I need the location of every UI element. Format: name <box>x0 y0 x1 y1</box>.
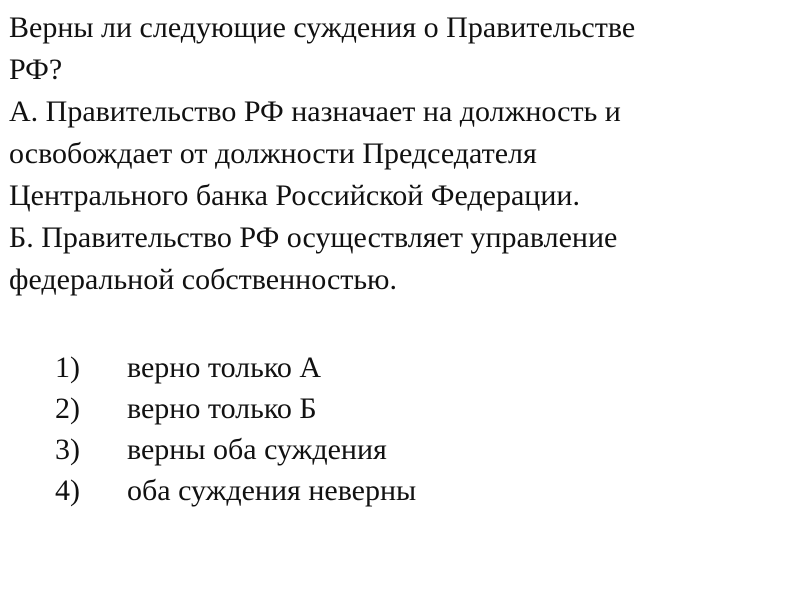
question-text <box>9 7 769 301</box>
option-number: 3) <box>55 433 80 466</box>
option-number: 2) <box>55 392 80 425</box>
option-text: верно только А <box>127 351 322 384</box>
option-text: верны оба суждения <box>127 433 387 466</box>
statement-a-line: освобождает от должности Председателя <box>9 137 537 170</box>
question-line: Верны ли следующие суждения о Правительстве <box>9 11 636 44</box>
option-number: 1) <box>55 351 80 384</box>
answer-option-2 <box>55 388 416 429</box>
statement-b-line: федеральной собственностью. <box>9 263 397 296</box>
answer-option-1 <box>55 347 416 388</box>
statement-a-line: Центрального банка Российской Федерации. <box>9 179 580 212</box>
answer-options <box>55 347 416 511</box>
answer-option-4 <box>55 470 416 511</box>
statement-a-line: А. Правительство РФ назначает на должность и <box>9 95 621 128</box>
option-number: 4) <box>55 474 80 507</box>
answer-option-3 <box>55 429 416 470</box>
statement-b-line: Б. Правительство РФ осуществляет управление <box>9 221 618 254</box>
option-text: верно только Б <box>127 392 317 425</box>
question-line: РФ? <box>9 53 63 86</box>
option-text: оба суждения неверны <box>127 474 417 507</box>
